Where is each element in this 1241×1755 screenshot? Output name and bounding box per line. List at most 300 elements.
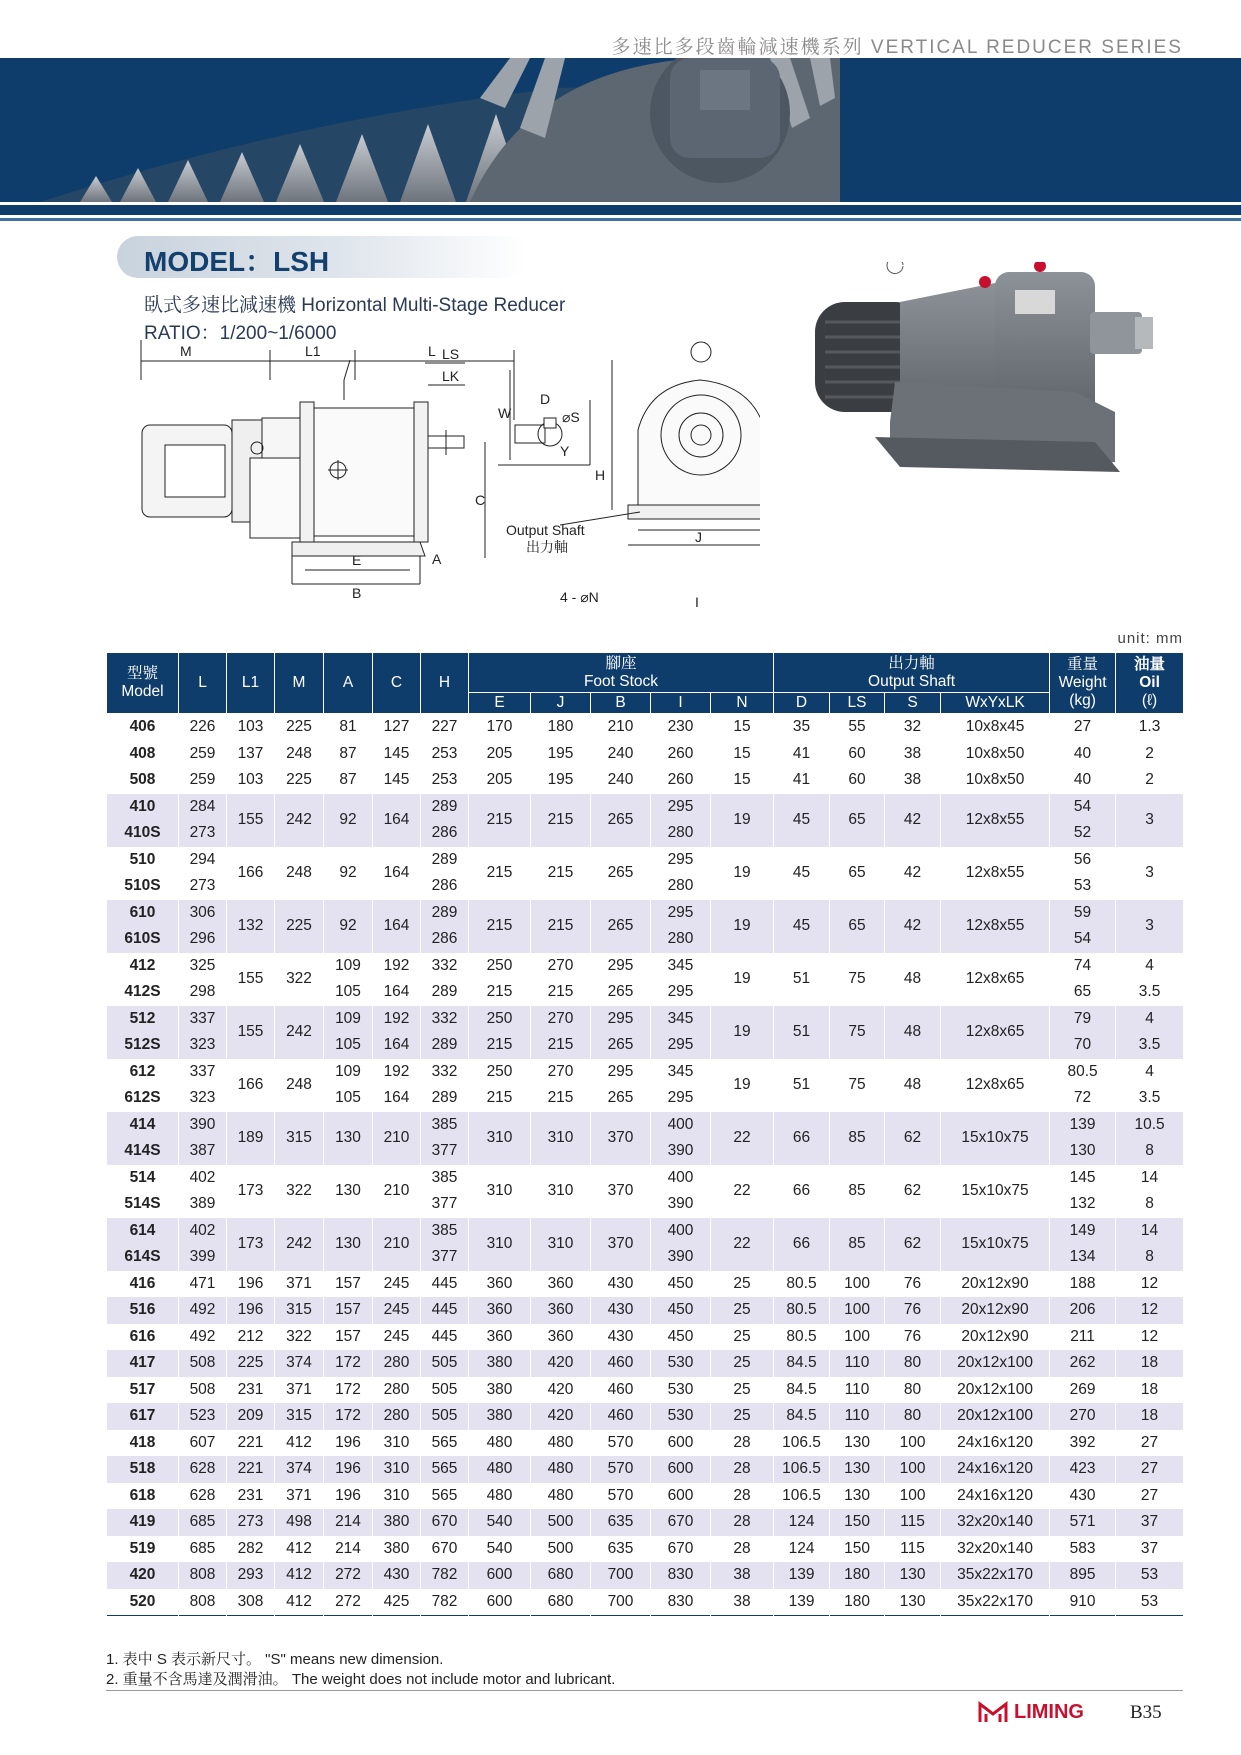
cell-E: 310 <box>469 1218 531 1271</box>
table-cell: 214 <box>324 1509 373 1536</box>
table-cell: 628 <box>179 1456 227 1483</box>
table-cell: 106.5 <box>774 1430 830 1457</box>
model-cell: 514 <box>107 1165 179 1192</box>
dim-label-C: C <box>475 492 486 508</box>
table-cell: 195 <box>531 767 591 794</box>
cell-L: 402 <box>179 1218 227 1245</box>
table-cell: 27 <box>1116 1456 1184 1483</box>
table-row <box>107 1112 1184 1139</box>
table-cell: 172 <box>324 1403 373 1430</box>
cell-oil: 4 <box>1116 1006 1184 1033</box>
cell-weight: 65 <box>1050 979 1116 1006</box>
table-cell: 53 <box>1116 1562 1184 1589</box>
table-cell: 221 <box>227 1456 275 1483</box>
table-cell: 273 <box>227 1509 275 1536</box>
table-cell: 110 <box>830 1350 885 1377</box>
cell-S: 42 <box>885 794 941 847</box>
cell-I: 400 <box>651 1218 711 1245</box>
table-cell: 260 <box>651 767 711 794</box>
cell-N: 19 <box>711 1059 774 1112</box>
table-cell: 308 <box>227 1589 275 1616</box>
table-cell: 180 <box>830 1562 885 1589</box>
table-cell: 195 <box>531 741 591 768</box>
cell-B: 265 <box>591 794 651 847</box>
table-cell: 685 <box>179 1509 227 1536</box>
table-cell: 80.5 <box>774 1324 830 1351</box>
cell-LS: 85 <box>830 1165 885 1218</box>
cell-I: 400 <box>651 1165 711 1192</box>
cell-L1: 155 <box>227 1006 275 1059</box>
table-cell: 157 <box>324 1297 373 1324</box>
table-cell: 505 <box>421 1403 469 1430</box>
dim-label-D: D <box>540 391 551 407</box>
cell-J: 215 <box>531 1032 591 1059</box>
cell-oil: 3.5 <box>1116 1032 1184 1059</box>
table-cell: 80 <box>885 1377 941 1404</box>
spec-table-body <box>107 714 1184 1616</box>
header-oil: 油量 Oil (ℓ) <box>1116 653 1184 714</box>
table-cell: 2 <box>1116 767 1184 794</box>
table-cell: 37 <box>1116 1509 1184 1536</box>
table-cell: 38 <box>885 767 941 794</box>
cell-LS: 85 <box>830 1218 885 1271</box>
table-cell: 60 <box>830 741 885 768</box>
table-cell: 20x12x90 <box>941 1324 1050 1351</box>
cell-M: 322 <box>275 953 324 1006</box>
table-cell: 226 <box>179 714 227 741</box>
table-cell: 225 <box>275 714 324 741</box>
cell-I: 295 <box>651 794 711 821</box>
note-2: 2. 重量不含馬達及潤滑油。 The weight does not include motor and lubricant. <box>106 1671 616 1688</box>
table-cell: 310 <box>373 1483 421 1510</box>
table-cell: 84.5 <box>774 1403 830 1430</box>
cell-weight: 59 <box>1050 900 1116 927</box>
cell-N: 19 <box>711 953 774 1006</box>
header-foot-stock: 腳座 Foot Stock <box>469 653 774 693</box>
cell-oil: 14 <box>1116 1165 1184 1192</box>
cell-D: 45 <box>774 900 830 953</box>
table-cell: 808 <box>179 1562 227 1589</box>
cell-L1: 173 <box>227 1218 275 1271</box>
model-cell: 519 <box>107 1536 179 1563</box>
table-cell: 60 <box>830 767 885 794</box>
table-cell: 80 <box>885 1350 941 1377</box>
table-cell: 227 <box>421 714 469 741</box>
table-cell: 100 <box>830 1297 885 1324</box>
model-cell: 518 <box>107 1456 179 1483</box>
cell-WxYxLK: 12x8x65 <box>941 1006 1050 1059</box>
table-cell: 412 <box>275 1589 324 1616</box>
brand-name: LIMING <box>1014 1700 1084 1723</box>
table-cell: 600 <box>469 1589 531 1616</box>
table-cell: 214 <box>324 1536 373 1563</box>
cell-C: 210 <box>373 1165 421 1218</box>
table-cell: 12 <box>1116 1297 1184 1324</box>
table-cell: 188 <box>1050 1271 1116 1298</box>
dim-label-Y: Y <box>560 443 570 459</box>
cell-LS: 75 <box>830 1006 885 1059</box>
table-cell: 100 <box>830 1271 885 1298</box>
note-1: 1. 表中 S 表示新尺寸。 "S" means new dimension. <box>106 1651 444 1668</box>
table-cell: 445 <box>421 1297 469 1324</box>
cell-A: 130 <box>324 1112 373 1165</box>
table-cell: 115 <box>885 1509 941 1536</box>
table-cell: 530 <box>651 1350 711 1377</box>
table-cell: 430 <box>591 1297 651 1324</box>
cell-D: 66 <box>774 1112 830 1165</box>
cell-LS: 75 <box>830 953 885 1006</box>
table-row <box>107 1536 1184 1563</box>
table-row <box>107 1430 1184 1457</box>
table-row <box>107 900 1184 927</box>
cell-B: 370 <box>591 1112 651 1165</box>
table-cell: 231 <box>227 1483 275 1510</box>
model-cell: 614S <box>107 1244 179 1271</box>
cell-M: 248 <box>275 1059 324 1112</box>
table-cell: 150 <box>830 1509 885 1536</box>
table-cell: 28 <box>711 1456 774 1483</box>
cell-L: 325 <box>179 953 227 980</box>
table-cell: 87 <box>324 767 373 794</box>
table-row <box>107 953 1184 980</box>
cell-weight: 54 <box>1050 794 1116 821</box>
cell-S: 62 <box>885 1112 941 1165</box>
header-E: E <box>469 693 531 714</box>
cell-M: 242 <box>275 794 324 847</box>
table-cell: 392 <box>1050 1430 1116 1457</box>
model-cell: 618 <box>107 1483 179 1510</box>
cell-D: 51 <box>774 1006 830 1059</box>
model-cell: 420 <box>107 1562 179 1589</box>
table-cell: 24x16x120 <box>941 1430 1050 1457</box>
model-cell: 419 <box>107 1509 179 1536</box>
table-cell: 600 <box>651 1430 711 1457</box>
cell-I: 295 <box>651 847 711 874</box>
cell-H: 385 <box>421 1112 469 1139</box>
model-cell: 514S <box>107 1191 179 1218</box>
table-cell: 371 <box>275 1377 324 1404</box>
cell-I: 390 <box>651 1244 711 1271</box>
table-row <box>107 1483 1184 1510</box>
table-cell: 212 <box>227 1324 275 1351</box>
cell-M: 225 <box>275 900 324 953</box>
model-cell: 418 <box>107 1430 179 1457</box>
table-cell: 492 <box>179 1324 227 1351</box>
table-cell: 685 <box>179 1536 227 1563</box>
table-cell: 895 <box>1050 1562 1116 1589</box>
table-cell: 110 <box>830 1403 885 1430</box>
cell-B: 370 <box>591 1165 651 1218</box>
table-cell: 32x20x140 <box>941 1536 1050 1563</box>
banner-underline <box>0 205 1241 215</box>
banner-underline-thin <box>0 218 1241 221</box>
table-cell: 700 <box>591 1589 651 1616</box>
table-row <box>107 741 1184 768</box>
table-cell: 32 <box>885 714 941 741</box>
table-cell: 15 <box>711 714 774 741</box>
cell-L: 273 <box>179 820 227 847</box>
dim-label-B: B <box>352 585 362 601</box>
model-cell: 520 <box>107 1589 179 1616</box>
table-cell: 205 <box>469 767 531 794</box>
table-cell: 530 <box>651 1403 711 1430</box>
model-cell: 417 <box>107 1350 179 1377</box>
table-cell: 245 <box>373 1297 421 1324</box>
table-cell: 450 <box>651 1297 711 1324</box>
model-cell: 414 <box>107 1112 179 1139</box>
table-cell: 498 <box>275 1509 324 1536</box>
table-cell: 225 <box>227 1350 275 1377</box>
table-cell: 25 <box>711 1377 774 1404</box>
cell-M: 242 <box>275 1218 324 1271</box>
cell-E: 215 <box>469 1032 531 1059</box>
table-cell: 2 <box>1116 741 1184 768</box>
table-cell: 10x8x45 <box>941 714 1050 741</box>
table-cell: 425 <box>373 1589 421 1616</box>
table-cell: 25 <box>711 1324 774 1351</box>
cell-B: 295 <box>591 1006 651 1033</box>
table-cell: 500 <box>531 1509 591 1536</box>
table-cell: 508 <box>179 1377 227 1404</box>
table-cell: 480 <box>531 1456 591 1483</box>
cell-L1: 166 <box>227 1059 275 1112</box>
table-cell: 100 <box>830 1324 885 1351</box>
table-cell: 150 <box>830 1536 885 1563</box>
table-cell: 106.5 <box>774 1456 830 1483</box>
gear-banner-illustration <box>0 58 1241 202</box>
table-cell: 18 <box>1116 1403 1184 1430</box>
cell-oil: 3 <box>1116 847 1184 900</box>
table-cell: 24x16x120 <box>941 1456 1050 1483</box>
cell-H: 385 <box>421 1165 469 1192</box>
dim-label-J: J <box>695 529 702 545</box>
table-cell: 103 <box>227 767 275 794</box>
cell-I: 345 <box>651 1059 711 1086</box>
dim-label-N: 4 - ⌀N <box>560 589 599 605</box>
cell-A: 105 <box>324 1032 373 1059</box>
table-cell: 371 <box>275 1483 324 1510</box>
table-cell: 80.5 <box>774 1271 830 1298</box>
dim-label-L: L <box>428 343 436 359</box>
table-cell: 445 <box>421 1271 469 1298</box>
cell-L: 389 <box>179 1191 227 1218</box>
model-cell: 406 <box>107 714 179 741</box>
table-cell: 360 <box>469 1324 531 1351</box>
table-cell: 137 <box>227 741 275 768</box>
table-cell: 196 <box>324 1456 373 1483</box>
table-cell: 245 <box>373 1271 421 1298</box>
header-WxYxLK: WxYxLK <box>941 693 1050 714</box>
table-cell: 471 <box>179 1271 227 1298</box>
cell-J: 215 <box>531 900 591 953</box>
cell-weight: 54 <box>1050 926 1116 953</box>
cell-WxYxLK: 12x8x65 <box>941 1059 1050 1112</box>
model-title: MODEL：LSH <box>144 246 330 277</box>
table-cell: 628 <box>179 1483 227 1510</box>
table-cell: 100 <box>885 1430 941 1457</box>
cell-H: 377 <box>421 1138 469 1165</box>
cell-oil: 4 <box>1116 1059 1184 1086</box>
table-cell: 480 <box>531 1430 591 1457</box>
dim-label-A: A <box>432 551 442 567</box>
table-row <box>107 1271 1184 1298</box>
table-cell: 20x12x90 <box>941 1271 1050 1298</box>
cell-J: 215 <box>531 979 591 1006</box>
table-cell: 253 <box>421 741 469 768</box>
cell-H: 286 <box>421 820 469 847</box>
table-cell: 231 <box>227 1377 275 1404</box>
table-cell: 670 <box>651 1536 711 1563</box>
table-cell: 293 <box>227 1562 275 1589</box>
cell-LS: 65 <box>830 847 885 900</box>
cell-oil: 8 <box>1116 1138 1184 1165</box>
table-cell: 380 <box>469 1377 531 1404</box>
table-row <box>107 1006 1184 1033</box>
cell-N: 19 <box>711 900 774 953</box>
cell-S: 48 <box>885 1006 941 1059</box>
cell-L: 284 <box>179 794 227 821</box>
cell-weight: 80.5 <box>1050 1059 1116 1086</box>
table-cell: 600 <box>651 1456 711 1483</box>
table-cell: 782 <box>421 1589 469 1616</box>
table-cell: 206 <box>1050 1297 1116 1324</box>
table-cell: 360 <box>469 1271 531 1298</box>
cell-WxYxLK: 12x8x55 <box>941 847 1050 900</box>
header-output-shaft: 出力軸 Output Shaft <box>774 653 1050 693</box>
table-cell: 380 <box>373 1536 421 1563</box>
table-cell: 505 <box>421 1350 469 1377</box>
cell-L: 323 <box>179 1085 227 1112</box>
dim-label-S: ⌀S <box>562 409 580 425</box>
table-cell: 157 <box>324 1324 373 1351</box>
cell-L1: 173 <box>227 1165 275 1218</box>
table-cell: 127 <box>373 714 421 741</box>
cell-D: 45 <box>774 847 830 900</box>
dim-label-M: M <box>180 343 192 359</box>
cell-I: 295 <box>651 900 711 927</box>
table-cell: 565 <box>421 1430 469 1457</box>
table-cell: 571 <box>1050 1509 1116 1536</box>
table-cell: 380 <box>469 1403 531 1430</box>
cell-weight: 139 <box>1050 1112 1116 1139</box>
cell-I: 295 <box>651 1032 711 1059</box>
table-cell: 38 <box>711 1562 774 1589</box>
table-row <box>107 1324 1184 1351</box>
model-cell: 412S <box>107 979 179 1006</box>
table-cell: 20x12x100 <box>941 1403 1050 1430</box>
cell-WxYxLK: 15x10x75 <box>941 1218 1050 1271</box>
table-row <box>107 1218 1184 1245</box>
cell-C: 164 <box>373 1085 421 1112</box>
page-number: B35 <box>1130 1702 1162 1723</box>
cell-D: 45 <box>774 794 830 847</box>
model-cell: 512S <box>107 1032 179 1059</box>
table-row <box>107 1403 1184 1430</box>
table-row <box>107 1350 1184 1377</box>
cell-L: 296 <box>179 926 227 953</box>
cell-B: 265 <box>591 979 651 1006</box>
table-cell: 259 <box>179 741 227 768</box>
table-cell: 180 <box>531 714 591 741</box>
cell-N: 19 <box>711 847 774 900</box>
table-cell: 445 <box>421 1324 469 1351</box>
table-row <box>107 1456 1184 1483</box>
cell-I: 280 <box>651 873 711 900</box>
cell-B: 265 <box>591 1032 651 1059</box>
cell-WxYxLK: 12x8x65 <box>941 953 1050 1006</box>
table-cell: 430 <box>1050 1483 1116 1510</box>
cell-WxYxLK: 12x8x55 <box>941 794 1050 847</box>
table-cell: 412 <box>275 1430 324 1457</box>
table-cell: 269 <box>1050 1377 1116 1404</box>
header-C: C <box>373 653 421 714</box>
model-cell: 414S <box>107 1138 179 1165</box>
table-cell: 100 <box>885 1456 941 1483</box>
model-cell: 516 <box>107 1297 179 1324</box>
cell-oil: 8 <box>1116 1244 1184 1271</box>
table-cell: 139 <box>774 1562 830 1589</box>
table-cell: 480 <box>469 1456 531 1483</box>
table-cell: 782 <box>421 1562 469 1589</box>
cell-L: 337 <box>179 1006 227 1033</box>
table-cell: 130 <box>830 1456 885 1483</box>
table-cell: 371 <box>275 1271 324 1298</box>
cell-I: 295 <box>651 979 711 1006</box>
table-cell: 272 <box>324 1589 373 1616</box>
cell-D: 51 <box>774 953 830 1006</box>
model-cell: 412 <box>107 953 179 980</box>
unit-label: unit: mm <box>1117 630 1183 647</box>
cell-L: 294 <box>179 847 227 874</box>
cell-weight: 74 <box>1050 953 1116 980</box>
table-row <box>107 714 1184 741</box>
cell-H: 289 <box>421 1032 469 1059</box>
cell-A: 109 <box>324 1059 373 1086</box>
cell-S: 42 <box>885 900 941 953</box>
model-cell: 610 <box>107 900 179 927</box>
cell-D: 51 <box>774 1059 830 1112</box>
cell-H: 286 <box>421 873 469 900</box>
header-B: B <box>591 693 651 714</box>
table-cell: 253 <box>421 767 469 794</box>
cell-I: 390 <box>651 1138 711 1165</box>
cell-H: 332 <box>421 1059 469 1086</box>
dim-label-L1: L1 <box>305 343 321 359</box>
cell-M: 248 <box>275 847 324 900</box>
table-cell: 15 <box>711 741 774 768</box>
cell-WxYxLK: 15x10x75 <box>941 1165 1050 1218</box>
table-cell: 262 <box>1050 1350 1116 1377</box>
cell-A: 92 <box>324 794 373 847</box>
reducer-product-photo <box>805 262 1185 512</box>
table-cell: 84.5 <box>774 1377 830 1404</box>
header-N: N <box>711 693 774 714</box>
cell-A: 130 <box>324 1218 373 1271</box>
table-cell: 280 <box>373 1377 421 1404</box>
table-cell: 87 <box>324 741 373 768</box>
table-cell: 28 <box>711 1509 774 1536</box>
cell-oil: 3 <box>1116 900 1184 953</box>
table-cell: 430 <box>591 1271 651 1298</box>
cell-weight: 53 <box>1050 873 1116 900</box>
cell-weight: 132 <box>1050 1191 1116 1218</box>
table-cell: 808 <box>179 1589 227 1616</box>
cell-E: 215 <box>469 794 531 847</box>
model-cell: 416 <box>107 1271 179 1298</box>
table-cell: 130 <box>885 1562 941 1589</box>
cell-A: 130 <box>324 1165 373 1218</box>
table-cell: 412 <box>275 1562 324 1589</box>
